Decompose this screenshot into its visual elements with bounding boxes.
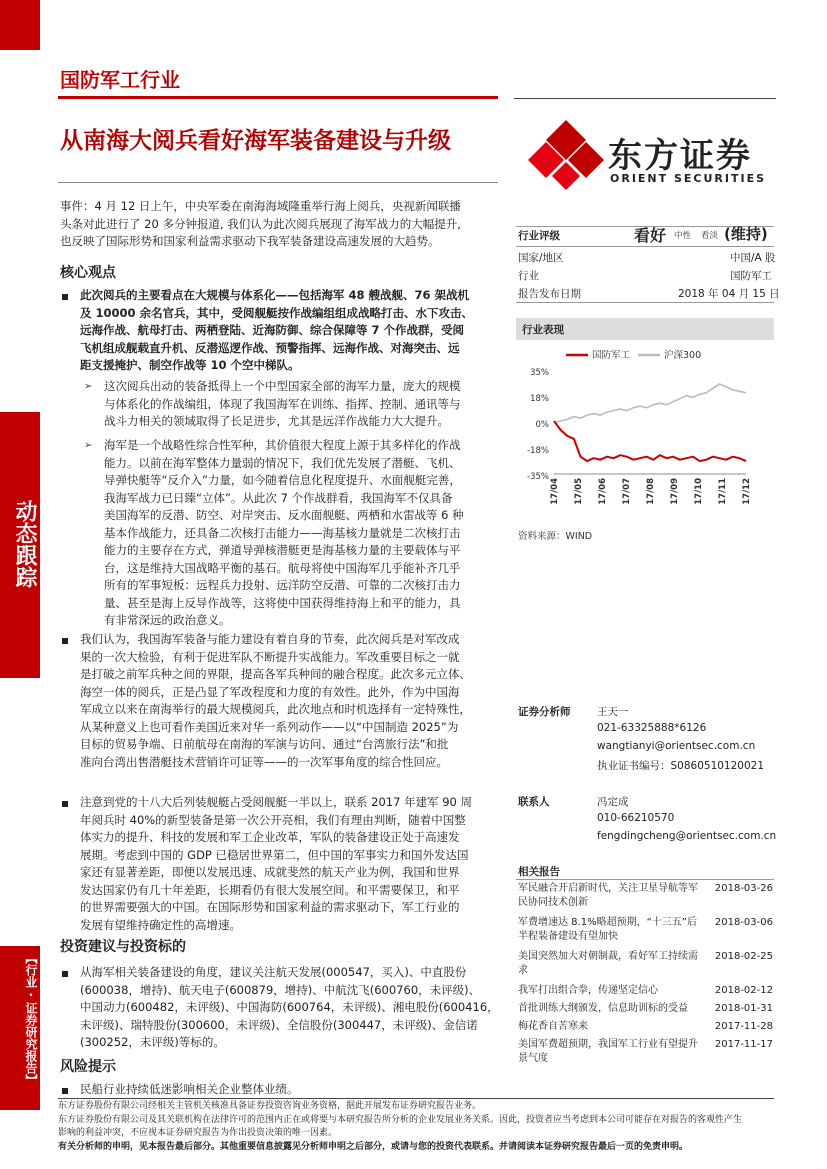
analyst-label: 证券分析师 (518, 706, 571, 718)
rating-opt1: 中性 (674, 231, 692, 241)
sidebar-label: 动态跟踪 (12, 500, 37, 588)
logo-text-cn: 东方证券 (608, 136, 752, 176)
sidebar-top-red (0, 0, 40, 50)
related-item-7[interactable]: 美国军费超预期，我国军工行业有望提升 2017-11-17 景气度 (518, 1039, 773, 1064)
title-underline (58, 182, 498, 183)
x-tick-label: 17/08 (646, 478, 656, 505)
x-tick-label: 17/11 (718, 478, 728, 505)
arrow-bullet-1: ➢ (84, 381, 93, 392)
series-line-hs300 (554, 384, 746, 423)
core-sub-1: 这次阅兵出动的装备抵得上一个中型国家全部的海军力量，庞大的规模 与体系化的作战编组，体现了我国海军在训练、指挥、控制、通讯等与 战斗力相关的领域取得了长足进步，尤其是远洋作战能力大大提升。 (104, 379, 461, 428)
y-tick-label: -18% (527, 446, 549, 456)
related-item-2[interactable]: 军费增速达 8.1%略超预期，“十三五”后 2018-03-06 半程装备建设有望加快 (518, 917, 773, 942)
chart-source: 资料来源：WIND (518, 531, 593, 542)
legend-label-defense: 国防军工 (592, 350, 631, 361)
y-tick-label: 18% (530, 394, 549, 404)
sidebar-sublabel: 【行业·证券研究报告】 (24, 952, 38, 1086)
bullet-1 (62, 294, 68, 300)
rating-opt2: 看淡 (701, 231, 719, 241)
rating-status: (维持) (724, 225, 768, 243)
series-line-defense (554, 421, 746, 461)
industry-label: 国防军工行业 (60, 68, 180, 92)
event-paragraph: 事件：4 月 12 日上午，中央军委在南海海域隆重举行海上阅兵，央视新闻联播 头条对此进行了 20 多分钟报道, 我们认为此次阅兵展现了海军战力的大幅提升, 也反映了国际形势和国家利益需求驱动下我军装备建设高速发展的大趋势。 (60, 199, 461, 248)
y-tick-label: -35% (527, 472, 549, 482)
related-item-4[interactable]: 我军打出组合拳，传递坚定信心 2018-02-12 (518, 985, 773, 996)
orient-logo-icon (528, 118, 604, 192)
y-tick-label: 35% (530, 368, 549, 378)
page-title: 从南海大阅兵看好海军装备建设与升级 (60, 128, 451, 154)
x-tick-label: 17/04 (550, 478, 560, 505)
x-tick-label: 17/12 (742, 478, 752, 505)
related-item-5[interactable]: 首批训练大纲颁发，信息助训标的受益 2018-01-31 (518, 1003, 773, 1014)
y-tick-label: 0% (535, 420, 549, 430)
rating-row-1-key: 国家/地区 (518, 252, 564, 264)
rating-row-3-val: 2018 年 04 月 15 日 (678, 288, 780, 300)
risk-heading: 风险提示 (60, 1059, 116, 1075)
x-tick-label: 17/05 (574, 478, 584, 505)
rating-row-1-val: 中国/A 股 (730, 252, 776, 264)
bullet-4 (62, 971, 68, 977)
analyst-email[interactable]: wangtianyi@orientsec.com.cn (597, 740, 756, 752)
analyst-phone: 021-63325888*6126 (597, 722, 707, 734)
header-red-rule (58, 96, 498, 99)
risk-text: 民船行业持续低迷影响相关企业整体业绩。 (80, 1082, 299, 1096)
contact-label: 联系人 (518, 796, 550, 808)
x-tick-label: 17/09 (670, 478, 680, 505)
core-bullet-2: 我们认为，我国海军装备与能力建设有着自身的节奏，此次阅兵是对军改成 果的一次大检验，有利于促进军队不断提升实战能力。军改重要目标之一就 是打破之前军兵种之间的界限，提高各军兵种间的融合程度。此次多元立体、 海空一体的阅兵，正是凸显了军改程度和力度的有效性。此外，作为中国海 军成立以来在南海举行的最大规模阅兵，此次地点和时机选择有一定特殊性， 从某种意义上也可看作美国近来对华一系列动作——以“中国制造 2025”为 目标的贸易争端、日前航母在南海的军演与访问、通过“台湾旅行法”和批 准向台湾出售潜艇技术营销许可证等——的一次军事角度的综合性回应。 (80, 632, 471, 769)
contact-phone: 010-66210570 (597, 812, 675, 824)
footer: 东方证券股份有限公司经相关主管机关核准具备证券投资咨询业务资格，据此开展发布证券研究报告业务。 东方证券股份有限公司及其关联机构在法律许可的范围内正在或将要与本研究报告所分析的企业发展业务关系。因此，投资者应当考虑到本公司可能存在对报告的客观性产生 影响的利益冲突，不应视本证券研究报告为作出投资决策的唯一因素。 有关分析师的申明，见本报告最后部分。其他重要信息披露见分析师申明之后部分，或请与您的投资代表联系。并请阅读本证券研究报告最后一页的免责申明。 (58, 1101, 743, 1152)
contact-email[interactable]: fengdingcheng@orientsec.com.cn (597, 830, 777, 842)
related-item-1[interactable]: 军民融合开启新时代，关注卫星导航等军 2018-03-26 民协同技术创新 (518, 883, 773, 908)
invest-heading: 投资建议与投资标的 (60, 939, 186, 955)
rating-bottom-rule (516, 302, 774, 303)
analyst-name: 王天一 (597, 706, 629, 718)
related-top-rule (516, 879, 774, 880)
rating-mid-rule (516, 246, 774, 247)
legend-label-hs300: 沪深300 (664, 350, 702, 361)
logo-text-en: ORIENT SECURITIES (610, 172, 767, 185)
arrow-bullet-2: ➢ (84, 440, 93, 451)
core-bullet-1: 此次阅兵的主要看点在大规模与体系化——包括海军 48 艘战舰、76 架战机 及 10000 余名官兵，其中，受阅舰艇按作战编组组成战略打击、水下攻击、 远海作战、航母打击、两栖登陆、近海防御、综合保障等 7 个作战群，受阅 飞机组成舰载直升机、反潜巡逻作战、预警指挥、远海作战、对海突击、远 距支援掩护、制空作战等 10 个空中梯队。 (80, 288, 474, 372)
bullet-5 (62, 1088, 68, 1094)
chart-title: 行业表现 (522, 324, 564, 336)
bullet-2 (62, 638, 68, 644)
related-heading: 相关报告 (518, 866, 560, 878)
bullet-3 (62, 801, 68, 807)
x-tick-label: 17/10 (694, 478, 704, 505)
x-tick-label: 17/07 (622, 478, 632, 505)
invest-paragraph: 从海军相关装备建设的角度，建议关注航天发展(000547，买入)、中直股份 (600038，增持)、航天电子(600879，增持)、中航沈飞(600760，未评级)、 中国动力(600482，未评级)、中国海防(600764，未评级)、湘电股份(600416， 未评级)、瑞特股份(300600，未评级)、全信股份(300447，未评级)、金信诺 (300252，未评级)等标的。 (80, 965, 499, 1049)
header-gray-rule (514, 98, 776, 99)
rating-label: 行业评级 (518, 230, 560, 242)
core-bullet-3: 注意到党的十八大后列装舰艇占受阅舰艇一半以上，联系 2017 年建军 90 周 年阅兵时 40%的新型装备是第一次公开亮相，我们有理由判断，随着中国整 体实力的提升、科技的发展和军工企业改革，军队的装备建设正处于高速发 展期。考虑到中国的 GDP 已稳居世界第二，但中国的军事实力和国外发达国 家还有显著差距，即便以发展迅速、成就斐然的航天产业为例，我国和世界 发达国家仍有几十年差距，长期看仍有很大发展空间。和平需要保卫，和平 的世界需要强大的中国。在国际形势和国家利益的需求驱动下，军工行业的 发展有望维持确定性的高增速。 (80, 795, 473, 932)
core-heading: 核心观点 (60, 265, 116, 281)
core-sub-2: 海军是一个战略性综合性军种，其价值很大程度上源于其多样化的作战 能力。以前在海军整体力量弱的情况下，我们优先发展了潜艇、飞机、 导弹快艇等“反介入”力量，如今随着信息化程度提升、水面舰艇完善， 我海军战力已日臻“立体”。从此次 7 个作战群看，我国海军不仅具备 美国海军的反潜、防空、对岸突击、反水面舰艇、两栖和水雷战等 6 种 基本作战能力，还具备二次核打击能力——海基核力量就是二次核打击 能力的主要存在方式，弹道导弹核潜艇更是海基核力量的主要载体与平 台，这是维持大国战略平衡的基石。航母将使中国海军几乎能补齐几乎 所有的军事短板：远程兵力投射、远洋防空反潜、可靠的二次核打击力 量、甚至是海上反导作战等，这将使中国获得维持海上和平的能力，具 有非常深远的政治意义。 (104, 438, 464, 627)
rating-row-3-key: 报告发布日期 (518, 288, 581, 300)
rating-value: 看好 (634, 226, 667, 245)
footer-rule (58, 1098, 774, 1099)
analyst-cert: 执业证书编号：S0860510120021 (597, 760, 765, 772)
x-tick-label: 17/06 (598, 478, 608, 505)
contact-name: 冯定成 (597, 796, 629, 808)
related-item-3[interactable]: 美国突然加大对朝制裁，看好军工持续需 2018-02-25 求 (518, 951, 773, 976)
rating-row-2-val: 国防军工 (730, 270, 772, 282)
performance-chart (516, 344, 774, 514)
rating-row-2-key: 行业 (518, 270, 539, 282)
related-item-6[interactable]: 梅花香自苦寒来 2017-11-28 (518, 1021, 773, 1032)
